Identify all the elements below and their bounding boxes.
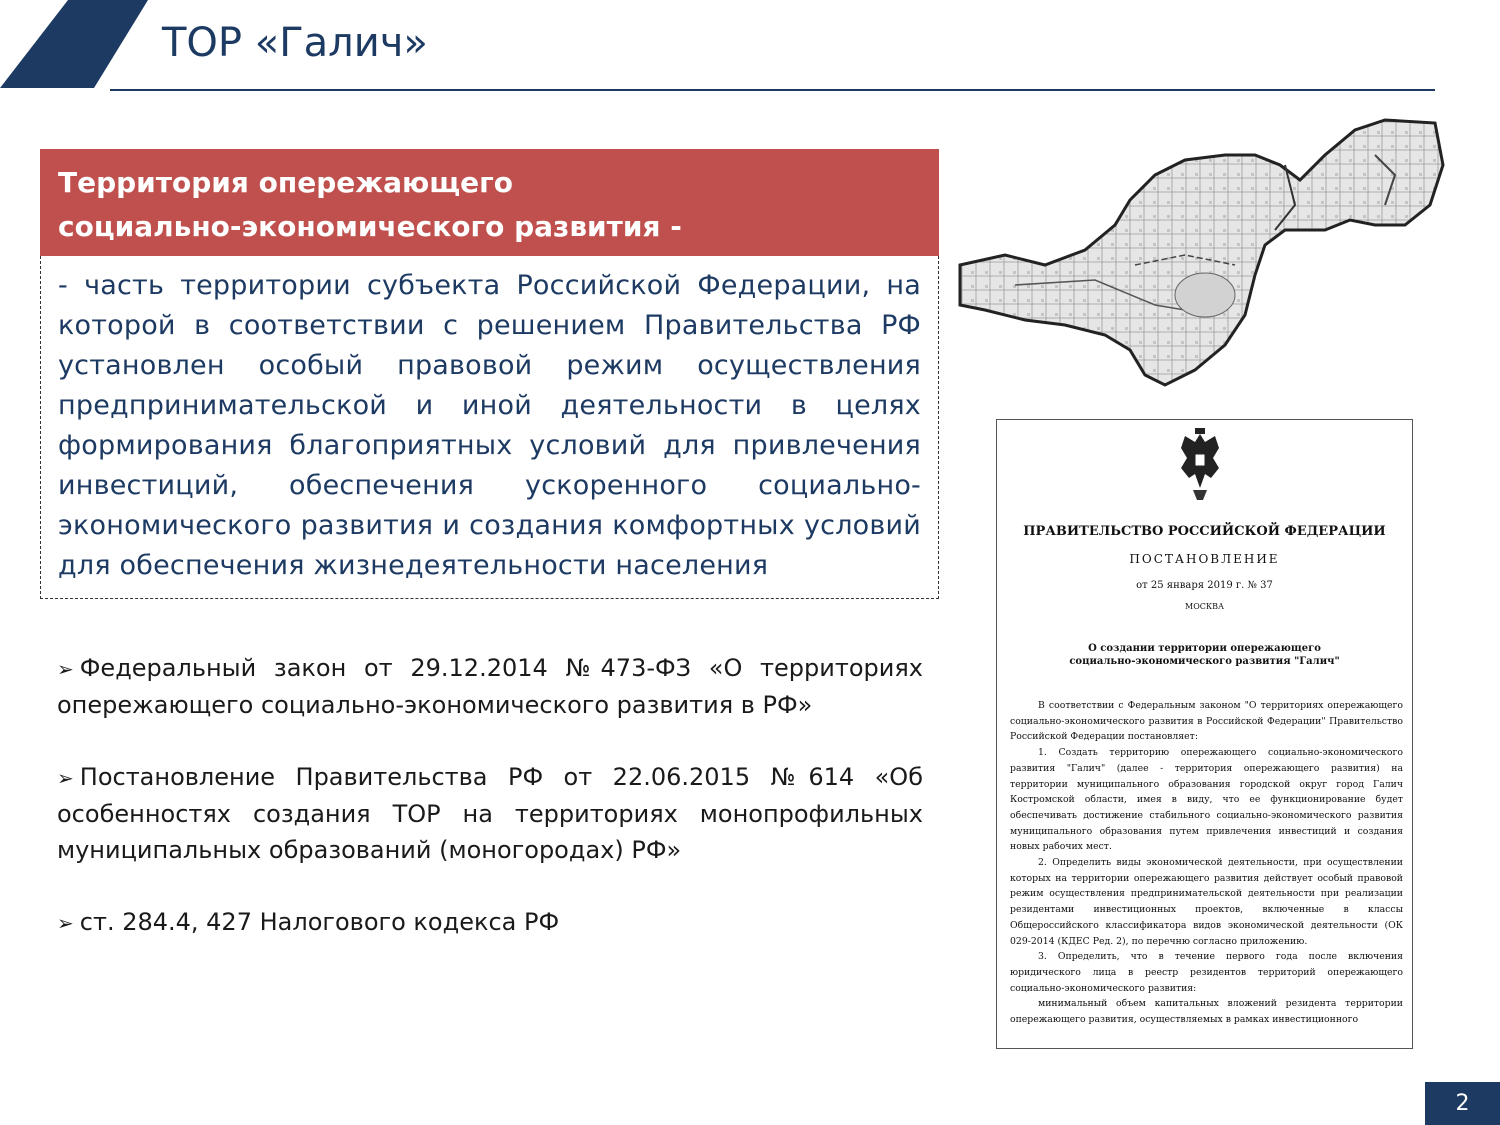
decree-paragraph: В соответствии с Федеральным законом "О территориях опережающего социально-экономического развития в Российской Федерации" Правительство Российской Федерации постановляет: (1010, 700, 1403, 743)
page-number: 2 (1425, 1082, 1500, 1125)
reference-item (57, 904, 923, 941)
decree-paragraph: 1. Создать территорию опережающего социально-экономического развития "Галич" (далее - территория опережающего развития) на территории муниципального образования городской округ город Галич Костромской области, имея в виду, что ее функционирование будет обеспечивать достижение стабильного социально-экономического развития муниципального образования путем привлечения инвестиций и создания новых рабочих мест. (1010, 747, 1403, 853)
decree-organization: ПРАВИТЕЛЬСТВО РОССИЙСКОЙ ФЕДЕРАЦИИ (1023, 524, 1386, 539)
decree-paragraph: минимальный объем капитальных вложений резидента территории опережающего развития, осуществляемых в рамках инвестиционного (1010, 998, 1403, 1026)
definition-heading (40, 149, 939, 256)
definition-heading-line1: Территория опережающего (58, 166, 514, 199)
decree-body (1010, 698, 1403, 1028)
definition-box (40, 256, 939, 599)
reference-text: ст. 284.4, 427 Налогового кодекса РФ (79, 908, 560, 936)
references-list (57, 650, 923, 977)
town-map-image (955, 115, 1445, 415)
slide-title: ТОР «Галич» (162, 20, 428, 66)
definition-text: - часть территории субъекта Российской Федерации, на которой в соответствии с решением Правительства РФ установлен особый правовой режим осуществления предпринимательской и иной деятельности в целях формирования благоприятных условий для привлечения инвестиций, обеспечения ускоренного социально-экономического развития и создания комфортных условий для обеспечения жизнедеятельности населения (58, 270, 921, 581)
arrow-bullet-icon: ➢ (57, 911, 74, 935)
decree-paragraph: 3. Определить, что в течение первого года после включения юридического лица в реестр резидентов территорий опережающего социально-экономического развития: (1010, 951, 1403, 994)
decree-subject-line2: социально-экономического развития "Галич" (1069, 656, 1340, 667)
arrow-bullet-icon: ➢ (57, 657, 74, 681)
decree-city: МОСКВА (1185, 602, 1224, 611)
decree-subject (1027, 642, 1382, 668)
decree-document (996, 419, 1413, 1049)
coat-of-arms-icon (1175, 428, 1225, 504)
reference-item (57, 650, 923, 723)
definition-heading-line2: социально-экономического развития - (58, 210, 682, 243)
reference-text: Постановление Правительства РФ от 22.06.2015 №614 «Об особенностях создания ТОР на территориях монопрофильных муниципальных образований (моногородах) РФ» (57, 763, 923, 864)
decree-date: от 25 января 2019 г. № 37 (1136, 580, 1273, 591)
reference-text: Федеральный закон от 29.12.2014 №473-ФЗ «О территориях опережающего социально-экономического развития в РФ» (57, 654, 923, 719)
reference-item (57, 759, 923, 868)
decree-subject-line1: О создании территории опережающего (1088, 643, 1321, 654)
decree-paragraph: 2. Определить виды экономической деятельности, при осуществлении которых на территории опережающего развития действует особый правовой режим осуществления предпринимательской деятельности при реализации резидентами инвестиционных проектов, включенные в классы Общероссийского классификатора видов экономической деятельности (ОК 029-2014 (КДЕС Ред. 2), по перечню согласно приложению. (1010, 857, 1403, 947)
decree-kind: ПОСТАНОВЛЕНИЕ (1129, 552, 1280, 566)
arrow-bullet-icon: ➢ (57, 766, 74, 790)
triangle-logo-icon (0, 0, 150, 92)
title-divider (110, 89, 1435, 91)
